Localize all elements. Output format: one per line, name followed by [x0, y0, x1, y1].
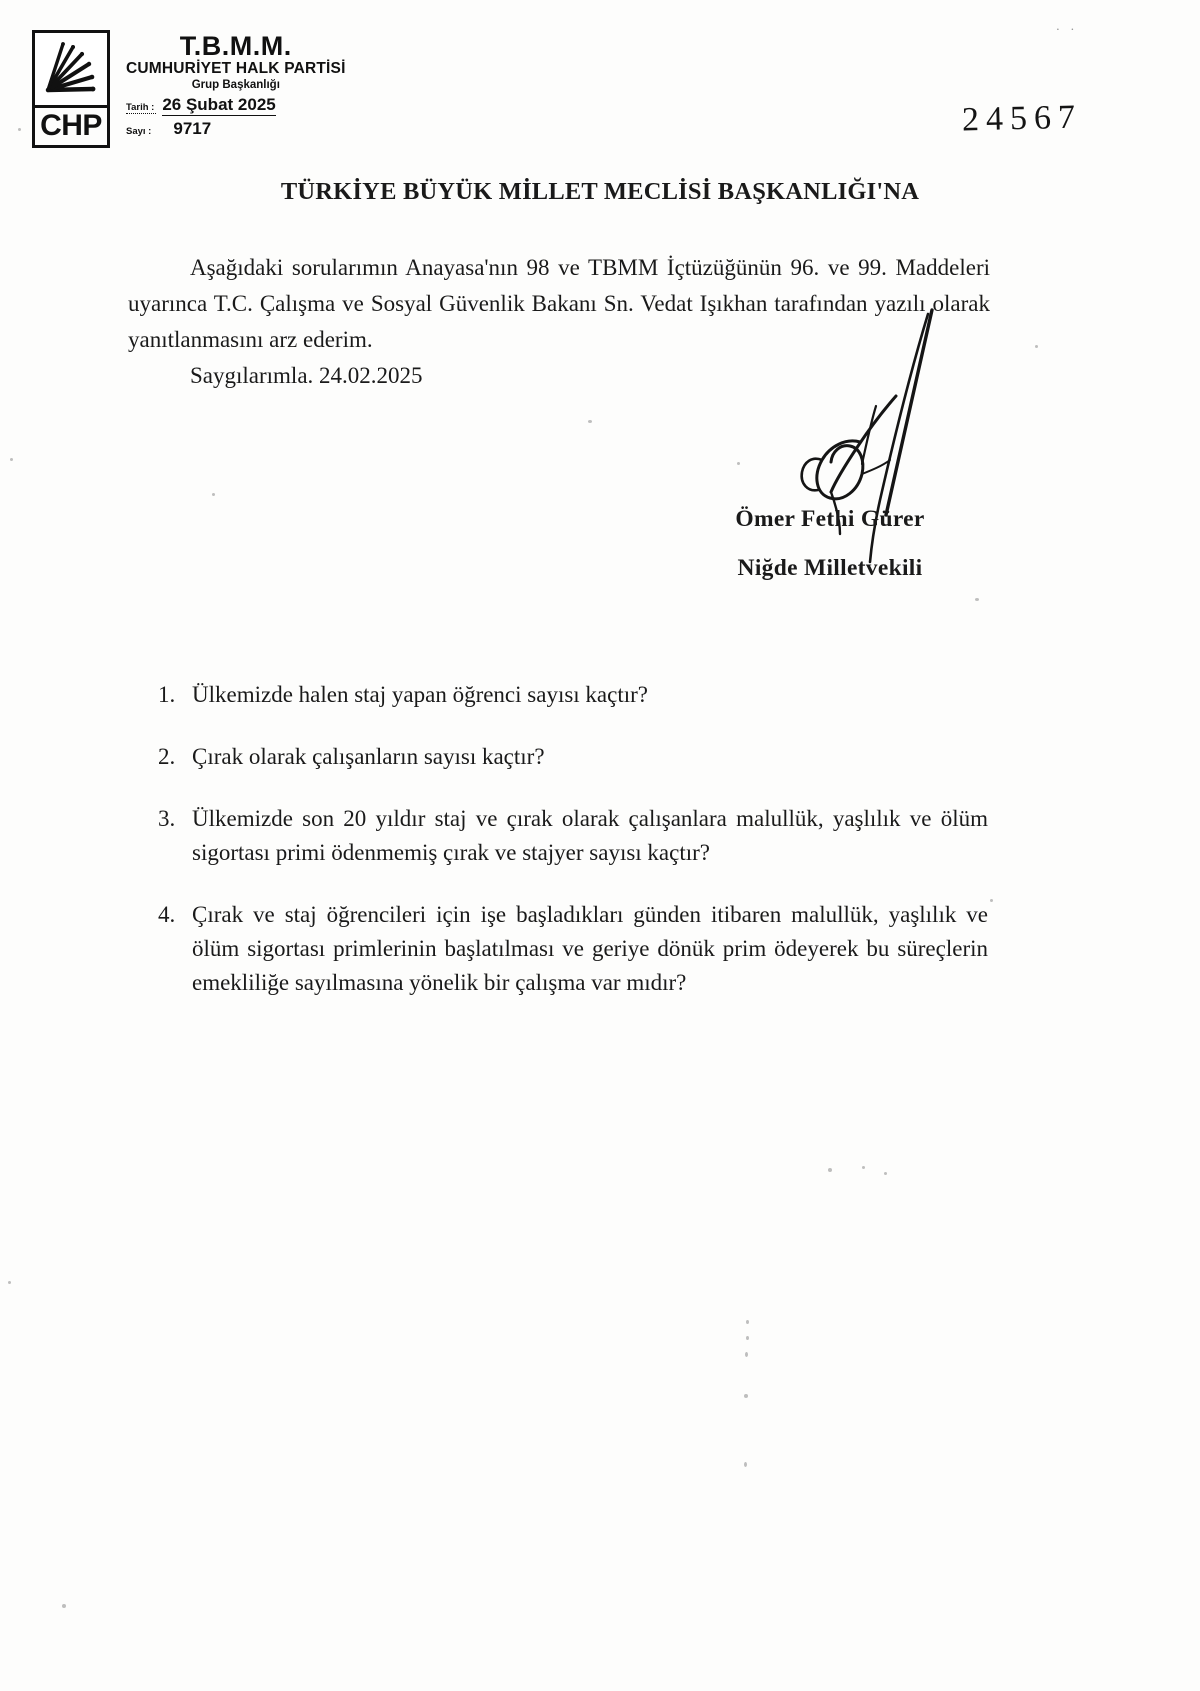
scan-speck [990, 899, 993, 902]
scan-speck [745, 1352, 748, 1357]
letterhead-date-row [126, 95, 346, 116]
scan-speck [744, 1462, 747, 1467]
list-item [158, 802, 988, 870]
scan-speck [744, 1394, 748, 1398]
questions-list [158, 678, 988, 1028]
page-title: TÜRKİYE BÜYÜK MİLLET MECLİSİ BAŞKANLIĞI'NA [280, 178, 920, 205]
question-text: Ülkemizde halen staj yapan öğrenci sayısı kaçtır? [192, 682, 648, 707]
scan-artifact-dots: . . [1056, 18, 1078, 33]
letterhead-text [126, 30, 346, 139]
question-text: Çırak ve staj öğrencileri için işe başladıkları günden itibaren malullük, yaşlılık ve ölüm sigortası primlerinin başlatılması ve geriye dönük prim ödeyerek bu süreçlerin emekliliğe sayılmasına yönelik bir çalışma var mıdır? [192, 902, 988, 995]
question-text: Ülkemizde son 20 yıldır staj ve çırak olarak çalışanlara malullük, yaşlılık ve ölüm sigortası primi ödenmemiş çırak ve stajyer sayısı kaçtır? [192, 806, 988, 865]
scan-speck [862, 1166, 865, 1169]
letterhead [32, 30, 346, 148]
date-value: 26 Şubat 2025 [162, 95, 276, 114]
list-item [158, 678, 988, 712]
chp-logo [32, 30, 110, 148]
scan-speck [975, 598, 979, 601]
scan-speck [212, 493, 215, 496]
date-label: Tarih : [126, 102, 155, 113]
signer-name: Ömer Fethi Gürer [735, 506, 925, 532]
signer-role: Niğde Milletvekili [737, 555, 923, 581]
scan-speck [828, 1168, 832, 1172]
question-number: 2. [158, 744, 176, 769]
chp-six-arrows-icon [35, 33, 107, 108]
body-text: Aşağıdaki sorularımın Anayasa'nın 98 ve TBMM İçtüzüğünün 96. ve 99. Maddeleri uyarınca T.C. Çalışma ve Sosyal Güvenlik Bakanı Sn. Vedat Işıkhan tarafından yazılı olarak yanıtlanmasını arz ederim. [128, 255, 990, 352]
number-value: 9717 [173, 119, 212, 138]
scan-speck [1035, 345, 1038, 348]
list-item [158, 740, 988, 774]
letterhead-party-name: CUMHURİYET HALK PARTİSİ [126, 60, 346, 77]
closing-line: Saygılarımla. 24.02.2025 [190, 363, 423, 388]
scan-speck [884, 1172, 887, 1175]
number-label: Sayı : [126, 126, 152, 137]
question-text: Çırak olarak çalışanların sayısı kaçtır? [192, 744, 545, 769]
scan-speck [588, 420, 592, 423]
letterhead-number-row [126, 119, 346, 139]
question-number: 1. [158, 682, 176, 707]
registry-stamp-number: 24567 [961, 98, 1083, 139]
scan-speck [62, 1604, 66, 1608]
scan-speck [746, 1336, 749, 1340]
chp-logo-text: CHP [40, 109, 102, 142]
scan-speck [18, 128, 21, 131]
scan-speck [8, 1281, 11, 1284]
letterhead-tbmm: T.B.M.M. [179, 31, 292, 61]
scan-speck [737, 462, 740, 465]
question-number: 3. [158, 806, 176, 831]
question-number: 4. [158, 902, 176, 927]
scan-speck [746, 1320, 749, 1324]
list-item [158, 898, 988, 1000]
letterhead-group-office: Grup Başkanlığı [191, 79, 280, 91]
scan-speck [10, 458, 13, 461]
